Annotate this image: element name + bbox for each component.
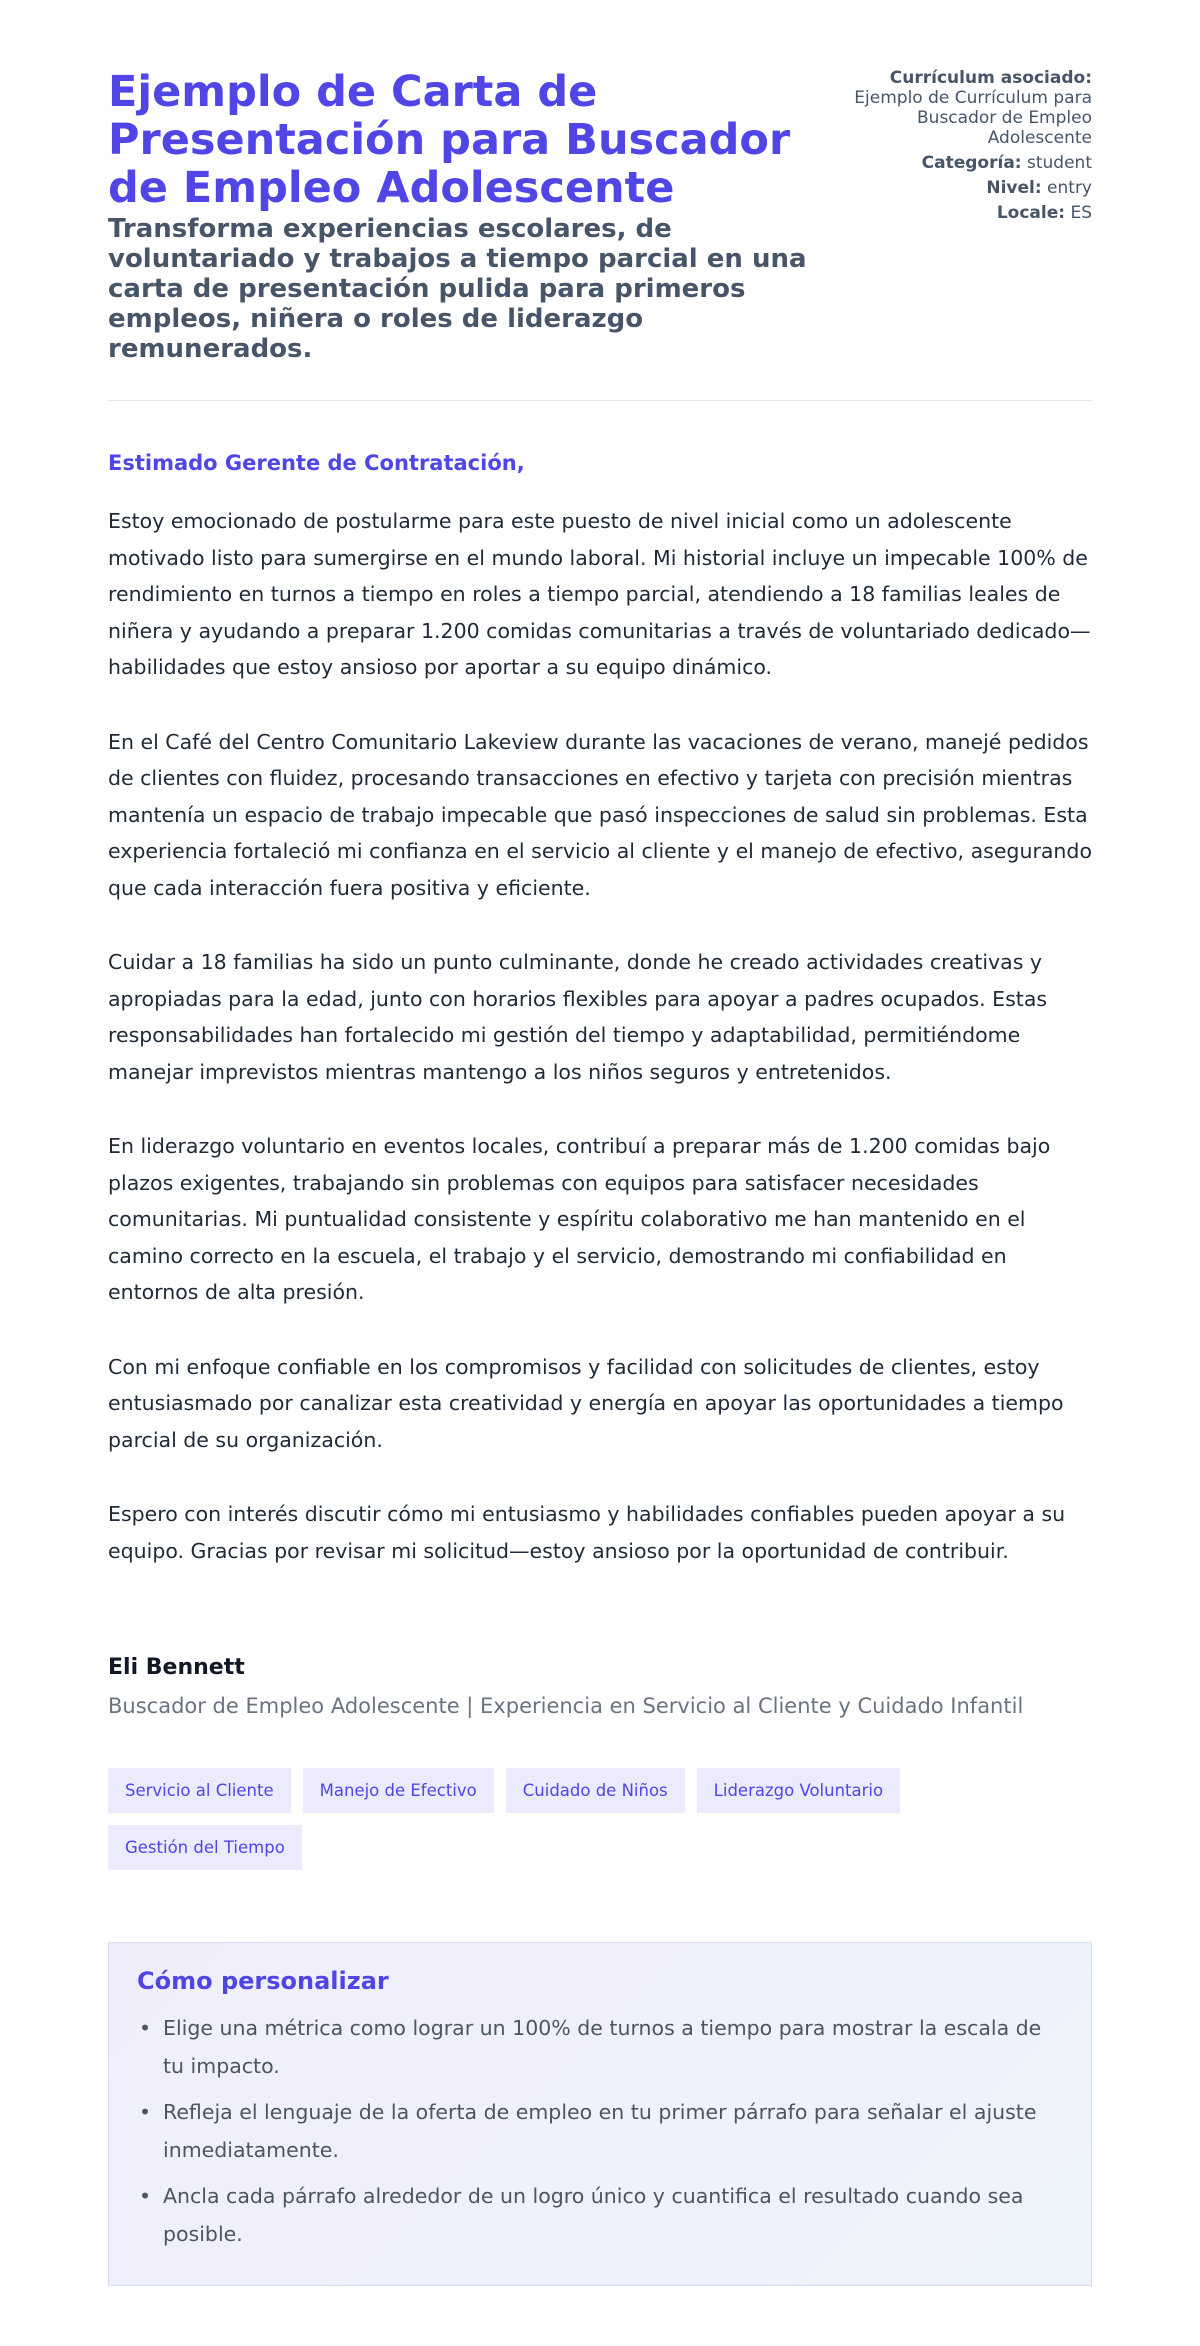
tip-item: • Elige una métrica como lograr un 100% de turnos a tiempo para mostrar la escala de tu impacto.	[137, 2009, 1063, 2085]
skill-tag: Liderazgo Voluntario	[697, 1768, 900, 1813]
page-subtitle: Transforma experiencias escolares, de voluntariado y trabajos a tiempo parcial en una carta de presentación pulida para primeros empleos, niñera o roles de liderazgo remunerados.	[108, 214, 807, 364]
meta-level-label: Nivel:	[986, 178, 1042, 198]
skill-tag: Cuidado de Niños	[506, 1768, 685, 1813]
skill-tag: Manejo de Efectivo	[303, 1768, 494, 1813]
letter-greeting: Estimado Gerente de Contratación,	[108, 451, 525, 475]
page-header	[108, 68, 1092, 364]
page-title: Ejemplo de Carta de Presentación para Buscador de Empleo Adolescente	[108, 67, 791, 213]
tip-item: • Ancla cada párrafo alrededor de un logro único y cuantifica el resultado cuando sea posible.	[137, 2177, 1063, 2253]
header-titles	[108, 68, 848, 364]
meta-resume	[848, 68, 1092, 148]
meta-locale	[848, 203, 1092, 223]
meta-locale-value: ES	[1070, 203, 1092, 223]
letter-body	[108, 451, 1092, 1569]
tips-list	[137, 2009, 1063, 2253]
customization-tips-card	[108, 1942, 1092, 2286]
letter-paragraph: Con mi enfoque confiable en los compromisos y facilidad con solicitudes de clientes, estoy entusiasmado por canalizar esta creatividad y energía en apoyar las oportunidades a tiempo parcial de su organización.	[108, 1354, 1064, 1452]
meta-category	[848, 153, 1092, 173]
meta-category-label: Categoría:	[921, 153, 1022, 173]
letter-paragraph: Cuidar a 18 familias ha sido un punto culminante, donde he creado actividades creativas y apropiadas para la edad, junto con horarios flexibles para apoyar a padres ocupados. Estas responsabilidades han fortalecido mi gestión del tiempo y adaptabilidad, permitiéndome manejar imprevistos mientras mantengo a los niños seguros y entretenidos.	[108, 950, 1048, 1084]
letter-paragraph: En liderazgo voluntario en eventos locales, contribuí a preparar más de 1.200 comidas bajo plazos exigentes, trabajando sin problemas con equipos para satisfacer necesidades comunitarias. Mi puntualidad consistente y espíritu colaborativo me han mantenido en el camino correcto en la escuela, el trabajo y el servicio, demostrando mi confiabilidad en entornos de alta presión.	[108, 1134, 1051, 1304]
letter-paragraph: Estoy emocionado de postularme para este puesto de nivel inicial como un adolescente motivado listo para sumergirse en el mundo laboral. Mi historial incluye un impecable 100% de rendimiento en turnos a tiempo en roles a tiempo parcial, atendiendo a 18 familias leales de niñera y ayudando a preparar 1.200 comidas comunitarias a través de voluntariado dedicado—habilidades que estoy ansioso por aportar a su equipo dinámico.	[108, 509, 1091, 679]
signature-block	[108, 1655, 1092, 1718]
meta-level-value: entry	[1047, 178, 1092, 198]
meta-category-value: student	[1027, 153, 1092, 173]
skill-tag: Servicio al Cliente	[108, 1768, 291, 1813]
signature-name: Eli Bennett	[108, 1655, 245, 1680]
meta-locale-label: Locale:	[996, 203, 1066, 223]
meta-level	[848, 178, 1092, 198]
letter-paragraph: Espero con interés discutir cómo mi entusiasmo y habilidades confiables pueden apoyar a su equipo. Gracias por revisar mi solicitud—estoy ansioso por la oportunidad de contribuir.	[108, 1502, 1066, 1563]
skill-tag: Gestión del Tiempo	[108, 1825, 302, 1870]
signature-role: Buscador de Empleo Adolescente | Experiencia en Servicio al Cliente y Cuidado Infantil	[108, 1694, 1024, 1718]
letter-paragraph: En el Café del Centro Comunitario Lakeview durante las vacaciones de verano, manejé pedidos de clientes con fluidez, procesando transacciones en efectivo y tarjeta con precisión mientras mantenía un espacio de trabajo impecable que pasó inspecciones de salud sin problemas. Esta experiencia fortaleció mi confianza en el servicio al cliente y el manejo de efectivo, asegurando que cada interacción fuera positiva y eficiente.	[108, 729, 1092, 900]
tips-title: Cómo personalizar	[137, 1967, 389, 1995]
skill-tags	[108, 1768, 1092, 1870]
header-divider	[108, 400, 1092, 401]
meta-resume-link[interactable]: Ejemplo de Currículum para Buscador de Empleo Adolescente	[854, 88, 1092, 148]
tip-item: • Refleja el lenguaje de la oferta de empleo en tu primer párrafo para señalar el ajuste inmediatamente.	[137, 2093, 1063, 2169]
metadata-panel	[848, 68, 1092, 228]
meta-resume-label: Currículum asociado:	[889, 68, 1092, 88]
